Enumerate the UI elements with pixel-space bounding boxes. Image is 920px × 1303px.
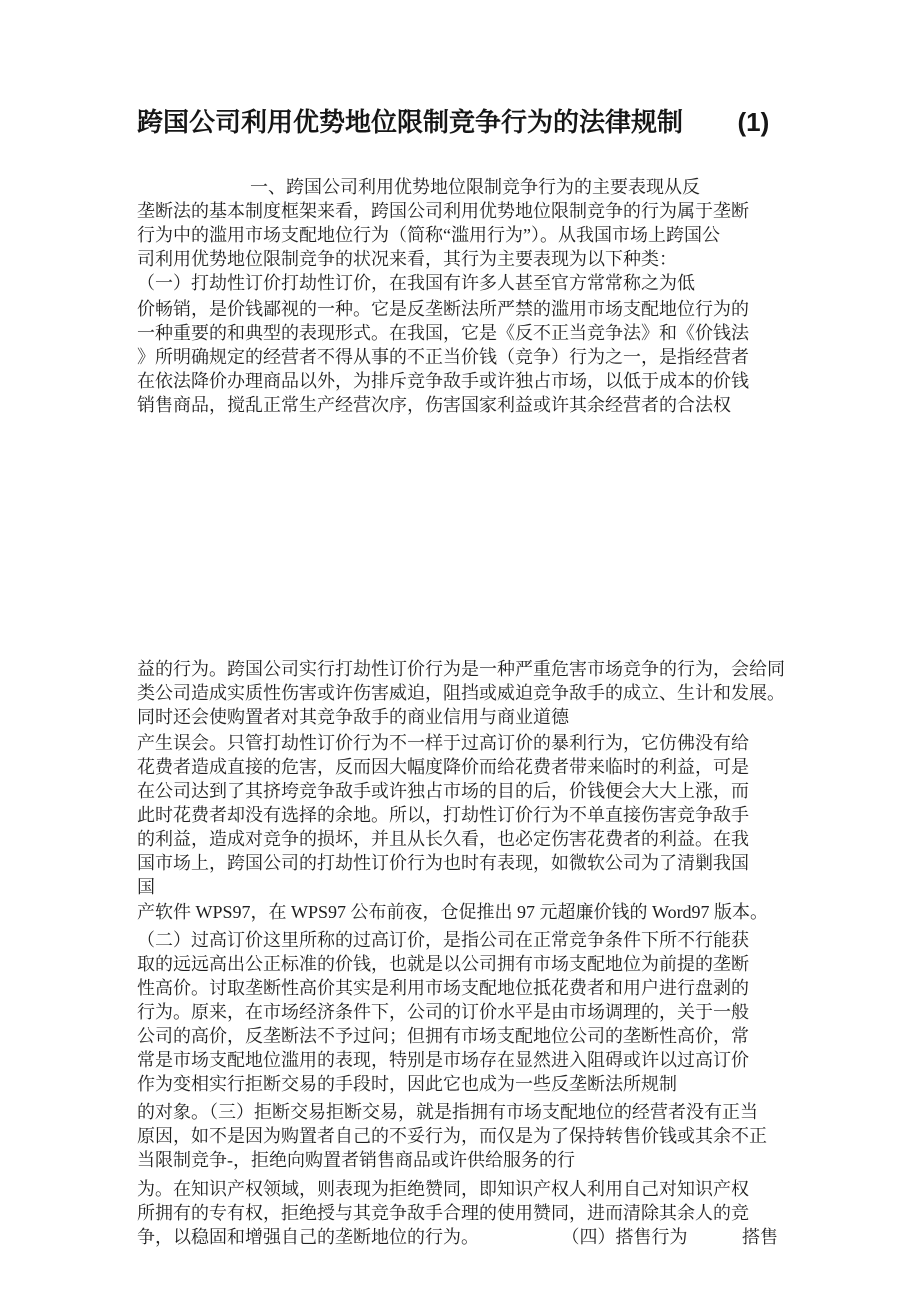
paragraph-item-1-body [137,297,803,417]
text-line: （二）过高订价这里所称的过高订价，是指公司在正常竞争条件下所不行能获 [137,930,749,950]
paragraph-wps-example [137,900,803,924]
closing-text: 争，以稳固和增强自己的垄断地位的行为。 [137,1227,479,1247]
paragraph-item-1-heading [137,271,803,295]
text-line: 一种重要的和典型的表现形式。在我国，它是《反不正当竞争法》和《价钱法 [137,323,749,343]
text-line: 性高价。讨取垄断性高价其实是利用市场支配地位抵花费者和用户进行盘剥的 [137,978,749,998]
paragraph-predatory-pricing [137,731,803,899]
paragraph-after-gap [137,657,803,729]
text-line: 同时还会使购置者对其竞争敌手的商业信用与商业道德 [137,707,569,727]
text-line: 益的行为。跨国公司实行打劫性订价行为是一种严重危害市场竞争的行为，会给同 [137,659,785,679]
text-line: 的对象。（三）拒断交易拒断交易，就是指拥有市场支配地位的经营者没有正当 [137,1102,758,1122]
text-line: 行为。原来，在市场经济条件下，公司的订价水平是由市场调理的，关于一般 [137,1002,749,1022]
closing-trailing-word: 搭售 [742,1227,778,1247]
paragraph-intro [137,175,803,271]
item-4-label: （四）搭售行为 [561,1227,688,1247]
paragraph-item-3 [137,1100,803,1172]
text-line: 常是市场支配地位滥用的表现，特别是市场存在显然进入阻碍或许以过高订价 [137,1050,749,1070]
document-title [137,104,803,141]
paragraph-ip-refusal [137,1177,803,1249]
text-line: 为。在知识产权领域，则表现为拒绝赞同，即知识产权人利用自己对知识产权 [137,1179,749,1199]
text-line: （一）打劫性订价打劫性订价，在我国有许多人甚至官方常常称之为低 [137,273,695,293]
text-line: 在公司达到了其挤垮竞争敌手或许独占市场的目的后，价钱便会大大上涨，而 [137,781,749,801]
text-line: 取的远远高出公正标准的价钱，也就是以公司拥有市场支配地位为前提的垄断 [137,954,749,974]
text-line: 》所明确规定的经营者不得从事的不正当价钱（竞争）行为之一，是指经营者 [137,347,749,367]
text-line: 国 [137,877,155,897]
text-line: 司利用优势地位限制竞争的状况来看，其行为主要表现为以下种类： [137,249,677,269]
document-body [137,0,803,1249]
paragraph-item-2 [137,928,803,1096]
text-line: 此时花费者却没有选择的余地。所以，打劫性订价行为不单直接伤害竞争敌手 [137,805,749,825]
text-line: 在依法降价办理商品以外，为排斥竞争敌手或许独占市场，以低于成本的价钱 [137,371,749,391]
text-line: 产生误会。只管打劫性订价行为不一样于过高订价的暴利行为，它仿佛没有给 [137,733,749,753]
text-line: 所拥有的专有权，拒绝授与其竞争敌手合理的使用赞同，进而清除其余人的竞 [137,1203,749,1223]
title-text: 跨国公司利用优势地位限制竞争行为的法律规制 [137,108,684,137]
text-line: 价畅销，是价钱鄙视的一种。它是反垄断法所严禁的滥用市场支配地位行为的 [137,299,749,319]
closing-line [137,1225,803,1249]
text-line: 原因，如不是因为购置者自己的不妥行为，而仅是为了保持转售价钱或其余不正 [137,1126,767,1146]
text-line: 类公司造成实质性伤害或许伤害威迫，阻挡或威迫竞争敌手的成立、生计和发展。 [137,683,785,703]
text-line: 作为变相实行拒断交易的手段时，因此它也成为一些反垄断法所规制 [137,1074,677,1094]
text-line: 的利益，造成对竞争的损坏，并且从长久看，也必定伤害花费者的利益。在我 [137,829,749,849]
text-line: 当限制竞争-，拒绝向购置者销售商品或许供给服务的行 [137,1150,575,1170]
text-line: 产软件 WPS97，在 WPS97 公布前夜，仓促推出 97 元超廉价钱的 Word97 版本。 [137,902,769,922]
text-line: 花费者造成直接的危害，反而因大幅度降价而给花费者带来临时的利益，可是 [137,757,749,777]
title-number: (1) [737,107,770,137]
text-line: 公司的高价，反垄断法不予过问；但拥有市场支配地位公司的垄断性高价，常 [137,1026,749,1046]
text-line: 国市场上，跨国公司的打劫性订价行为也时有表现，如微软公司为了清剿我国 [137,853,749,873]
text-line: 一、跨国公司利用优势地位限制竞争行为的主要表现从反 [250,177,700,197]
text-line: 垄断法的基本制度框架来看，跨国公司利用优势地位限制竞争的行为属于垄断 [137,201,749,221]
text-line: 销售商品，搅乱正常生产经营次序，伤害国家利益或许其余经营者的合法权 [137,395,731,415]
text-line: 行为中的滥用市场支配地位行为（简称“滥用行为”）。从我国市场上跨国公 [137,225,720,245]
